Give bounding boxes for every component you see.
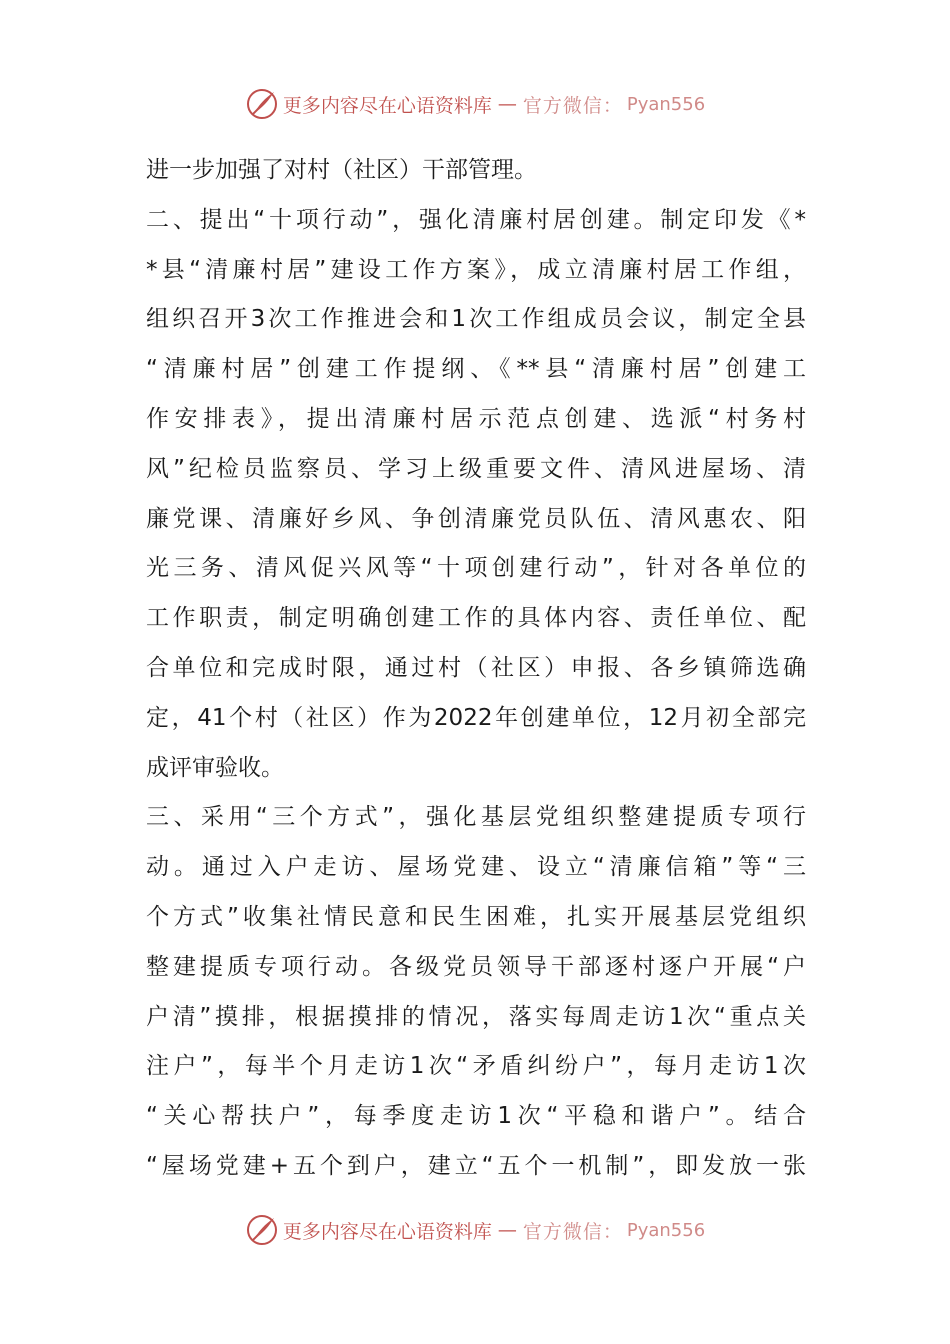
watermark-brand: 更多内容尽在心语资料库: [282, 94, 492, 117]
text-line: 成评审验收。: [146, 754, 284, 781]
text-line: “关心帮扶户”，每季度走访1次“平稳和谐户”。结合: [146, 1103, 806, 1130]
text-line: 风”纪检员监察员、学习上级重要文件、清风进屋场、清: [146, 455, 806, 482]
watermark-id: Pyan556: [626, 93, 706, 115]
text-line: 二、提出“十项行动”，强化清廉村居创建。制定印发《*: [146, 206, 806, 233]
text-line: 定，41个村（社区）作为2022年创建单位，12月初全部完: [146, 704, 806, 731]
quill-pen-icon: [245, 87, 279, 121]
watermark-label: 官方微信：: [522, 94, 623, 117]
text-line: 户清”摸排，根据摸排的情况，落实每周走访1次“重点关: [146, 1003, 806, 1030]
text-line: 合单位和完成时限，通过村（社区）申报、各乡镇筛选确: [146, 654, 806, 681]
text-line: “屋场党建+五个到户，建立“五个一机制”，即发放一张: [146, 1152, 806, 1179]
text-line: 作安排表》，提出清廉村居示范点创建、选派“村务村: [146, 405, 806, 432]
text-line: 工作职责，制定明确创建工作的具体内容、责任单位、配: [146, 605, 806, 632]
header-watermark: [0, 84, 950, 124]
quill-pen-icon: [245, 1213, 279, 1247]
watermark-label: 官方微信：: [522, 1220, 623, 1243]
text-line: “清廉村居”创建工作提纲、《**县“清廉村居”创建工: [146, 356, 806, 383]
text-line: 个方式”收集社情民意和民生困难，扎实开展基层党组织: [146, 903, 806, 930]
text-line: 廉党课、清廉好乡风、争创清廉党员队伍、清风惠农、阳: [146, 505, 806, 532]
document-body: [146, 146, 806, 1192]
text-line: *县“清廉村居”建设工作方案》，成立清廉村居工作组，: [146, 256, 806, 283]
text-line: 进一步加强了对村（社区）干部管理。: [146, 157, 537, 183]
text-line: 动。通过入户走访、屋场党建、设立“清廉信箱”等“三: [146, 854, 806, 881]
watermark-dash: —: [497, 1219, 517, 1241]
text-line: 注户”，每半个月走访1次“矛盾纠纷户”，每月走访1次: [146, 1053, 806, 1080]
text-line: 光三务、清风促兴风等“十项创建行动”，针对各单位的: [146, 555, 806, 582]
watermark-dash: —: [497, 93, 517, 115]
footer-watermark: [0, 1210, 950, 1250]
watermark-id: Pyan556: [626, 1219, 706, 1241]
text-line: 三、采用“三个方式”，强化基层党组织整建提质专项行: [146, 804, 806, 831]
text-line: 组织召开3次工作推进会和1次工作组成员会议，制定全县: [146, 306, 806, 333]
text-line: 整建提质专项行动。各级党员领导干部逐村逐户开展“户: [146, 953, 806, 980]
watermark-brand: 更多内容尽在心语资料库: [282, 1220, 492, 1243]
